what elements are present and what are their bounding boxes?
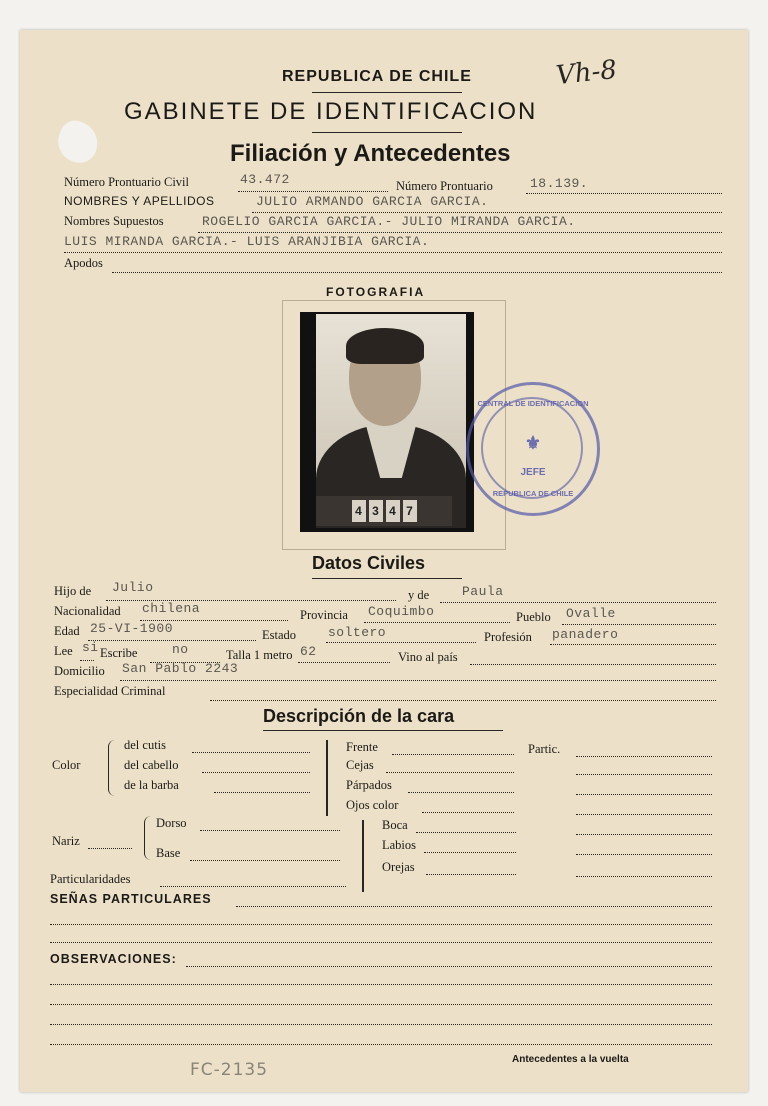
datos-civiles-title: Datos Civiles <box>312 553 426 573</box>
dotted-line <box>50 1024 712 1025</box>
dotted-line <box>550 644 716 645</box>
dotted-line <box>186 966 712 967</box>
dotted-line <box>88 848 132 849</box>
pueblo-value: Ovalle <box>566 606 616 621</box>
dotted-line <box>64 252 722 253</box>
prontuario-label: Número Prontuario <box>396 179 493 193</box>
dotted-line <box>192 752 310 753</box>
board-digit: 4 <box>352 500 366 522</box>
ojos-label: Ojos color <box>346 798 399 812</box>
dotted-line <box>408 792 514 793</box>
domicilio-value: San Pablo 2243 <box>122 661 239 676</box>
photo-number-board <box>316 496 452 526</box>
profesion-label: Profesión <box>484 630 532 644</box>
profesion-value: panadero <box>552 627 619 642</box>
board-digit: 3 <box>369 500 383 522</box>
parpados-label: Párpados <box>346 778 392 792</box>
dotted-line <box>576 854 712 855</box>
talla-label: Talla 1 metro <box>226 648 293 662</box>
edad-value: 25-VI-1900 <box>90 621 174 636</box>
domicilio-label: Domicilio <box>54 664 105 678</box>
dotted-line <box>88 640 256 641</box>
dotted-line <box>526 193 722 194</box>
dotted-line <box>298 662 390 663</box>
escribe-value: no <box>172 642 189 657</box>
provincia-label: Provincia <box>300 608 348 622</box>
official-stamp <box>466 382 600 516</box>
stamp-center-text: JEFE <box>520 467 546 478</box>
dorso-label: Dorso <box>156 816 187 830</box>
republic-heading: REPUBLICA DE CHILE <box>282 68 472 85</box>
mugshot-photo <box>300 312 474 532</box>
dotted-line <box>50 984 712 985</box>
supuestos-value-2: LUIS MIRANDA GARCIA.- LUIS ARANJIBIA GARCIA. <box>64 234 430 249</box>
dotted-line <box>80 660 94 661</box>
dotted-line <box>562 624 716 625</box>
column-divider <box>326 740 328 816</box>
barba-label: de la barba <box>124 778 179 792</box>
dotted-line <box>50 924 712 925</box>
particularidades-label: Particularidades <box>50 872 131 886</box>
lee-label: Lee <box>54 644 73 658</box>
title-underline <box>312 578 462 579</box>
color-label: Color <box>52 758 81 772</box>
header-rule <box>312 132 462 133</box>
dotted-line <box>576 756 712 757</box>
stamp-top-text: CENTRAL DE IDENTIFICACION <box>477 399 589 408</box>
board-digit: 4 <box>386 500 400 522</box>
lee-value: si <box>82 640 99 655</box>
footer-note: Antecedentes a la vuelta <box>512 1054 629 1065</box>
nariz-bracket <box>144 816 151 860</box>
cabinet-heading: GABINETE DE IDENTIFICACION <box>124 98 538 125</box>
dotted-line <box>470 664 716 665</box>
partic-label: Partic. <box>528 742 561 756</box>
dotted-line <box>440 602 716 603</box>
nombres-label: NOMBRES Y APELLIDOS <box>64 194 215 208</box>
dotted-line <box>576 794 712 795</box>
prontuario-value: 18.139. <box>530 176 589 191</box>
especialidad-label: Especialidad Criminal <box>54 684 166 698</box>
dotted-line <box>252 212 722 213</box>
document-title: Filiación y Antecedentes <box>230 140 511 167</box>
provincia-value: Coquimbo <box>368 604 435 619</box>
stamp-seal-icon: ⚜ <box>524 433 542 453</box>
base-label: Base <box>156 846 181 860</box>
escribe-label: Escribe <box>100 646 138 660</box>
dotted-line <box>424 852 516 853</box>
nariz-label: Nariz <box>52 834 80 848</box>
nombres-value: JULIO ARMANDO GARCIA GARCIA. <box>256 194 489 209</box>
nacionalidad-label: Nacionalidad <box>54 604 121 618</box>
dotted-line <box>210 700 716 701</box>
observaciones-label: OBSERVACIONES: <box>50 952 177 966</box>
estado-label: Estado <box>262 628 297 642</box>
hijo-value: Julio <box>112 580 154 595</box>
column-divider <box>362 820 364 892</box>
dotted-line <box>190 860 340 861</box>
dotted-line <box>160 886 346 887</box>
cutis-label: del cutis <box>124 738 167 752</box>
hijo-label: Hijo de <box>54 584 92 598</box>
dotted-line <box>576 876 712 877</box>
dotted-line <box>576 774 712 775</box>
dotted-line <box>50 1004 712 1005</box>
dotted-line <box>214 792 310 793</box>
prontuario-civil-value: 43.472 <box>240 172 290 187</box>
cara-title: Descripción de la cara <box>263 706 455 726</box>
dotted-line <box>236 906 712 907</box>
photo-hair <box>346 328 424 364</box>
talla-value: 62 <box>300 644 317 659</box>
dotted-line <box>50 942 712 943</box>
title-underline <box>263 730 503 731</box>
dotted-line <box>576 834 712 835</box>
handwritten-note: Vh-8 <box>554 54 619 92</box>
dotted-line <box>416 832 516 833</box>
cejas-label: Cejas <box>346 758 374 772</box>
dotted-line <box>112 272 722 273</box>
dotted-line <box>422 812 514 813</box>
senas-label: SEÑAS PARTICULARES <box>50 892 212 906</box>
orejas-label: Orejas <box>382 860 415 874</box>
y-de-value: Paula <box>462 584 504 599</box>
supuestos-label: Nombres Supuestos <box>64 214 164 228</box>
edad-label: Edad <box>54 624 80 638</box>
dotted-line <box>202 772 310 773</box>
dotted-line <box>200 830 340 831</box>
dotted-line <box>198 232 722 233</box>
nacionalidad-value: chilena <box>142 601 201 616</box>
dotted-line <box>386 772 514 773</box>
labios-label: Labios <box>382 838 417 852</box>
apodos-label: Apodos <box>64 256 103 270</box>
stamp-bottom-text: REPUBLICA DE CHILE <box>492 489 574 498</box>
supuestos-value-1: ROGELIO GARCIA GARCIA.- JULIO MIRANDA GARCIA. <box>202 214 576 229</box>
archive-code: FC-2135 <box>190 1060 269 1080</box>
color-bracket <box>108 740 115 796</box>
dotted-line <box>120 680 716 681</box>
dotted-line <box>50 1044 712 1045</box>
board-digit: 7 <box>403 500 417 522</box>
frente-label: Frente <box>346 740 378 754</box>
dotted-line <box>364 622 510 623</box>
photo-label: FOTOGRAFIA <box>326 285 426 299</box>
dotted-line <box>576 814 712 815</box>
dotted-line <box>426 874 516 875</box>
header-rule <box>312 92 462 93</box>
dotted-line <box>392 754 514 755</box>
prontuario-civil-label: Número Prontuario Civil <box>64 175 189 189</box>
dotted-line <box>238 191 388 192</box>
pueblo-label: Pueblo <box>516 610 551 624</box>
dotted-line <box>326 642 476 643</box>
vino-label: Vino al país <box>398 650 458 664</box>
boca-label: Boca <box>382 818 408 832</box>
estado-value: soltero <box>328 625 387 640</box>
y-de-label: y de <box>408 588 430 602</box>
cabello-label: del cabello <box>124 758 179 772</box>
